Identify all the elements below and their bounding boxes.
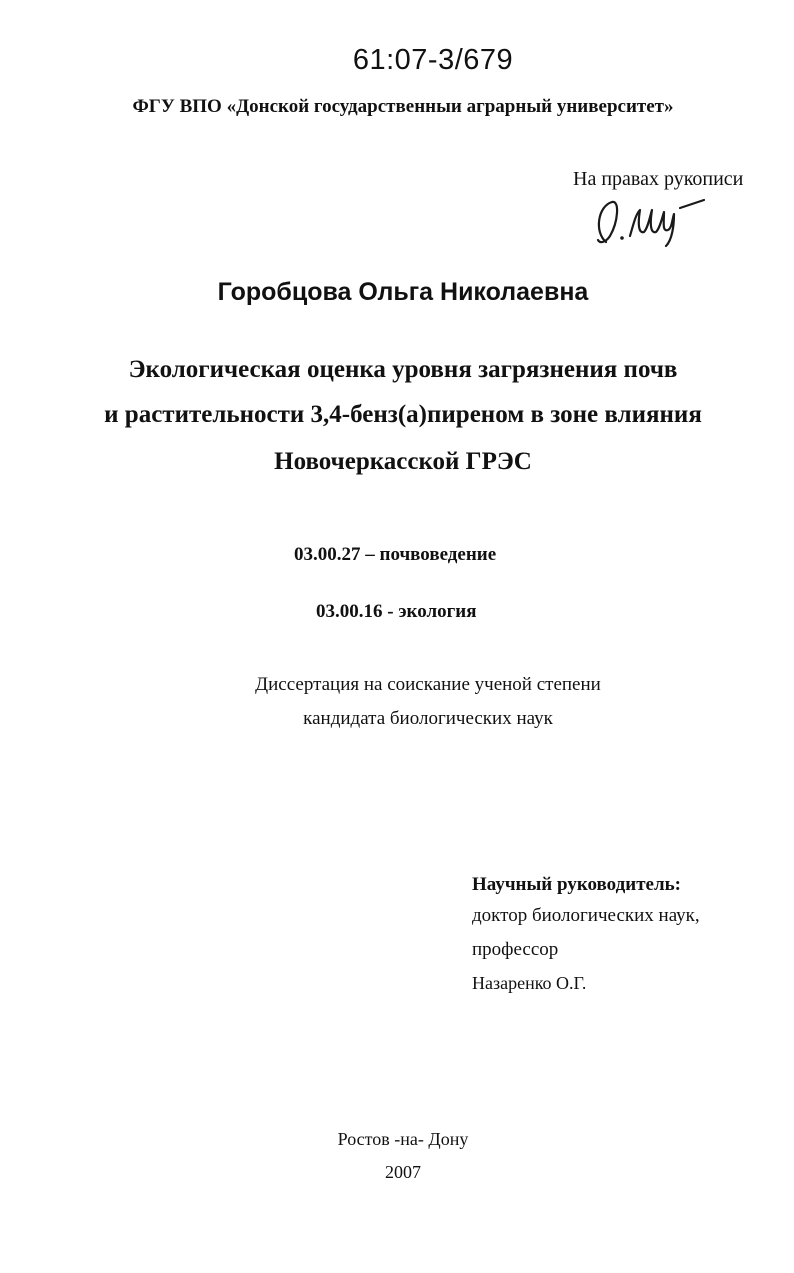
signature-icon <box>588 192 708 250</box>
supervisor-rank: профессор <box>472 939 559 960</box>
supervisor-degree: доктор биологических наук, <box>472 905 700 926</box>
supervisor-heading: Научный руководитель: <box>472 874 681 895</box>
degree-statement-line: кандидата биологических наук <box>303 708 553 729</box>
specialty-code: 03.00.16 - экология <box>316 601 477 622</box>
specialty-code: 03.00.27 – почвоведение <box>294 544 497 565</box>
author-name: Горобцова Ольга Николаевна <box>217 278 589 306</box>
year: 2007 <box>385 1162 421 1182</box>
thesis-title-line: и растительности 3,4-бенз(а)пиреном в зоне влияния <box>104 401 702 428</box>
institution-name: ФГУ ВПО «Донской государственныи аграрный университет» <box>132 96 674 117</box>
document-number: 61:07-3/679 <box>352 44 514 76</box>
supervisor-name: Назаренко О.Г. <box>472 973 587 993</box>
city: Ростов -на- Дону <box>337 1129 469 1149</box>
thesis-title-line: Экологическая оценка уровня загрязнения почв <box>128 356 678 383</box>
manuscript-rights-label: На правах рукописи <box>573 168 744 190</box>
degree-statement-line: Диссертация на соискание ученой степени <box>255 674 601 695</box>
thesis-title-line: Новочеркасской ГРЭС <box>274 448 532 475</box>
